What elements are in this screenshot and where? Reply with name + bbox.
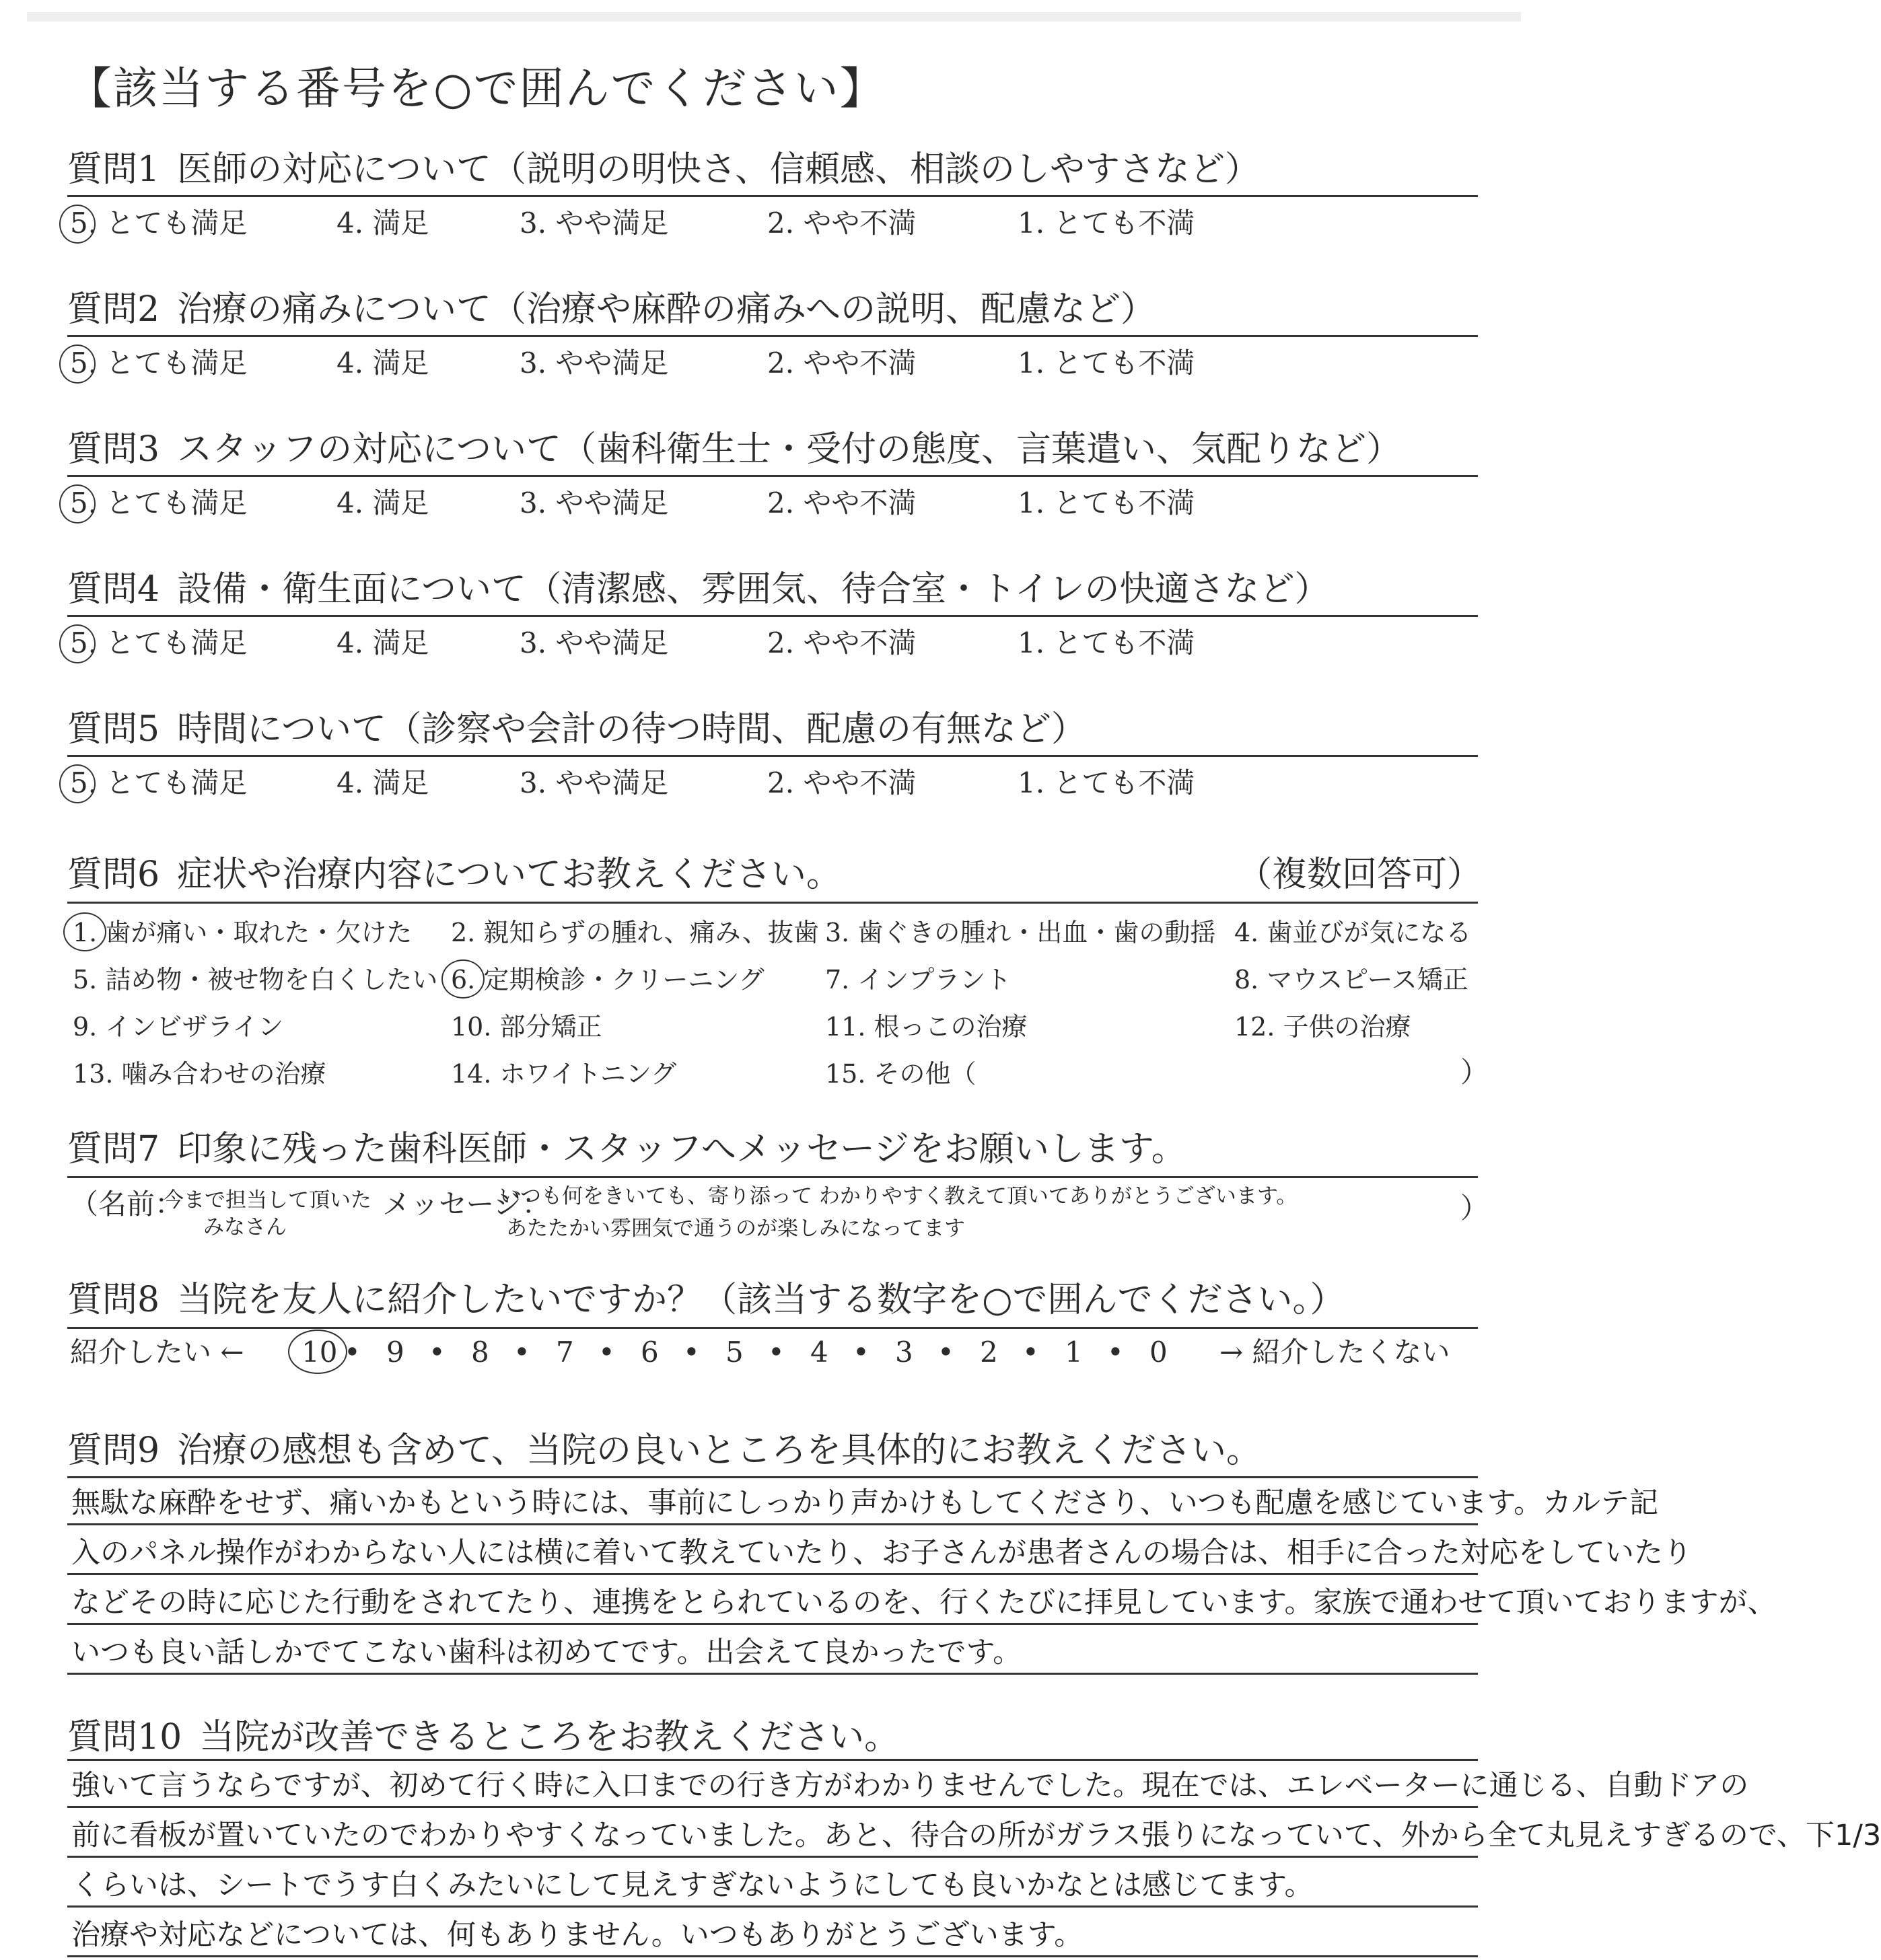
q1-option: 2. やや不満 xyxy=(767,207,917,240)
q3-option: 2. やや不満 xyxy=(767,486,917,519)
q9-answer-line: 無駄な麻酔をせず、痛いかもという時には、事前にしっかり声かけもしてくださり、いつも配慮を感じています。カルテ記 xyxy=(71,1486,1659,1520)
q8-text: 当院を友人に紹介したいですか？（該当する数字を○で囲んでください。） xyxy=(177,1280,1345,1320)
q4-number: 質問4 xyxy=(67,569,160,610)
q8-scale-value: 2 xyxy=(980,1336,998,1369)
q8-scale-separator-dot: • xyxy=(1107,1336,1124,1369)
q2-text: 治療の痛みについて（治療や麻酔の痛みへの説明、配慮など） xyxy=(177,289,1156,330)
q7-close-paren: ） xyxy=(1460,1192,1489,1225)
q10-answer-line: 強いて言うならですが、初めて行く時に入口までの行き方がわかりませんでした。現在では、エレベーターに通じる、自動ドアの xyxy=(71,1769,1749,1803)
q6-close-paren: ） xyxy=(1460,1056,1489,1089)
q10-answer-line: くらいは、シートでうす白くみたいにして見えすぎないようにしても良いかなとは感じてます。 xyxy=(71,1868,1314,1902)
q3-text: スタッフの対応について（歯科衛生士・受付の態度、言葉遣い、気配りなど） xyxy=(177,429,1402,470)
q8-scale-value: 4 xyxy=(810,1336,828,1369)
q5-option: 3. やや満足 xyxy=(520,766,669,799)
q6-option: 6. 定期検診・クリーニング xyxy=(451,965,765,994)
q5-option: 4. 満足 xyxy=(336,766,429,799)
q4-option: 2. やや不満 xyxy=(767,626,917,659)
q4-selection-circle xyxy=(59,624,96,663)
q1-number: 質問1 xyxy=(67,149,160,190)
q9-answer-rule xyxy=(67,1623,1478,1625)
q8-scale-value: 0 xyxy=(1149,1336,1168,1369)
q7-number: 質問7 xyxy=(67,1129,160,1169)
q7-text: 印象に残った歯科医師・スタッフへメッセージをお願いします。 xyxy=(177,1129,1186,1169)
q5-heading xyxy=(67,708,1086,751)
q2-option: 1. とても不満 xyxy=(1018,347,1195,379)
q8-left-label: 紹介したい ← xyxy=(70,1336,244,1369)
q6-option: 7. インプラント xyxy=(825,965,1012,994)
q1-option: 3. やや満足 xyxy=(520,207,669,240)
q5-option: 2. やや不満 xyxy=(767,766,917,799)
q9-number: 質問9 xyxy=(67,1430,160,1471)
q7-heading xyxy=(67,1128,1186,1171)
q8-scale-value: 5 xyxy=(725,1336,744,1369)
q9-text: 治療の感想も含めて、当院の良いところを具体的にお教えください。 xyxy=(177,1430,1262,1471)
q3-rule xyxy=(67,475,1478,477)
q4-option: 1. とても不満 xyxy=(1018,626,1195,659)
q8-scale-value: 6 xyxy=(641,1336,659,1369)
q10-answer-rule xyxy=(67,1806,1478,1808)
q6-option: 2. 親知らずの腫れ、痛み、抜歯 xyxy=(451,918,819,947)
q7-message-label: メッセージ： xyxy=(382,1188,551,1221)
q6-option: 11. 根っこの治療 xyxy=(825,1012,1028,1042)
q9-heading xyxy=(67,1429,1261,1472)
q3-selection-circle xyxy=(59,484,96,523)
form-title: 【該当する番号を○で囲んでください】 xyxy=(67,63,886,114)
q2-rule xyxy=(67,335,1478,337)
q2-option: 4. 満足 xyxy=(336,347,429,379)
q8-scale-value: 3 xyxy=(895,1336,913,1369)
q2-number: 質問2 xyxy=(67,289,160,330)
q6-option: 5. 詰め物・被せ物を白くしたい xyxy=(73,965,438,994)
q9-answer-line: いつも良い話しかでてこない歯科は初めてです。出会えて良かったです。 xyxy=(71,1636,1022,1669)
q2-option: 3. やや満足 xyxy=(520,347,669,379)
q3-number: 質問3 xyxy=(67,429,160,470)
q7-rule xyxy=(67,1176,1478,1178)
q6-rule xyxy=(67,902,1478,904)
q6-option: 8. マウスピース矯正 xyxy=(1234,965,1468,994)
q7-message-line1: いつも何をきいても、寄り添って わかりやすく教えて頂いてありがとうございます。 xyxy=(499,1184,1298,1208)
q4-rule xyxy=(67,615,1478,617)
q8-scale-value: 9 xyxy=(386,1336,404,1369)
q9-answer-line: 入のパネル操作がわからない人には横に着いて教えていたり、お子さんが患者さんの場合は、相手に合った対応をしていたり xyxy=(71,1536,1692,1570)
q1-option: 4. 満足 xyxy=(336,207,429,240)
q1-text: 医師の対応について（説明の明快さ、信頼感、相談のしやすさなど） xyxy=(177,149,1260,190)
q8-scale-separator-dot: • xyxy=(768,1336,785,1369)
q8-scale-separator-dot: • xyxy=(513,1336,530,1369)
q1-heading xyxy=(67,148,1260,191)
q10-answer-rule xyxy=(67,1955,1478,1957)
q5-option: 1. とても不満 xyxy=(1018,766,1195,799)
q6-number: 質問6 xyxy=(67,855,160,895)
q10-answer-line: 治療や対応などについては、何もありません。いつもありがとうございます。 xyxy=(71,1918,1084,1952)
q8-right-label: → 紹介したくない xyxy=(1219,1336,1450,1369)
q7-name-value: 今まで担当して頂いた xyxy=(163,1188,371,1212)
q8-scale-separator-dot: • xyxy=(853,1336,869,1369)
scan-top-edge xyxy=(27,12,1521,22)
q1-option: 1. とても不満 xyxy=(1018,207,1195,240)
q4-text: 設備・衛生面について（清潔感、雰囲気、待合室・トイレの快適さなど） xyxy=(177,569,1330,610)
q5-text: 時間について（診察や会計の待つ時間、配慮の有無など） xyxy=(177,709,1087,750)
q8-number: 質問8 xyxy=(67,1280,160,1320)
q10-answer-line: 前に看板が置いていたのでわかりやすくなっていました。あと、待合の所がガラス張りになっていて、外から全て丸見えすぎるので、下1/3 xyxy=(71,1819,1881,1852)
q8-selection-circle xyxy=(288,1330,347,1374)
q6-selection-circle xyxy=(63,912,106,951)
q2-option: 2. やや不満 xyxy=(767,347,917,379)
q3-option: 5. とても満足 xyxy=(70,486,248,519)
q6-option: 14. ホワイトニング xyxy=(451,1059,677,1089)
q10-rule xyxy=(67,1759,1478,1761)
q6-note: （複数回答可） xyxy=(1237,855,1483,895)
q8-rule xyxy=(67,1327,1478,1329)
q7-message-line2: あたたかい雰囲気で通うのが楽しみになってます xyxy=(506,1217,965,1241)
q8-scale-value: 8 xyxy=(471,1336,489,1369)
q5-option: 5. とても満足 xyxy=(70,766,248,799)
q6-option: 4. 歯並びが気になる xyxy=(1234,918,1472,947)
q9-rule xyxy=(67,1476,1478,1478)
q8-scale-separator-dot: • xyxy=(344,1336,361,1369)
q1-option: 5. とても満足 xyxy=(70,207,248,240)
q8-scale-separator-dot: • xyxy=(429,1336,446,1369)
q2-option: 5. とても満足 xyxy=(70,347,248,379)
q5-rule xyxy=(67,755,1478,757)
q6-option: 9. インビザライン xyxy=(73,1012,284,1042)
q3-heading xyxy=(67,428,1401,471)
q1-selection-circle xyxy=(59,205,96,244)
q6-text: 症状や治療内容についてお教えください。 xyxy=(177,855,842,895)
q9-answer-rule xyxy=(67,1573,1478,1575)
q7-name-label: （名前： xyxy=(70,1188,184,1221)
q10-answer-rule xyxy=(67,1905,1478,1908)
q1-rule xyxy=(67,195,1478,197)
q4-option: 3. やや満足 xyxy=(520,626,669,659)
q4-heading xyxy=(67,568,1329,611)
q8-scale-separator-dot: • xyxy=(1022,1336,1039,1369)
q6-option: 12. 子供の治療 xyxy=(1234,1012,1411,1042)
q6-option: 10. 部分矯正 xyxy=(451,1012,602,1042)
q8-scale-value: 1 xyxy=(1065,1336,1083,1369)
q6-option: 13. 噛み合わせの治療 xyxy=(73,1059,326,1089)
q3-option: 4. 満足 xyxy=(336,486,429,519)
q8-heading xyxy=(67,1278,1345,1321)
q6-heading xyxy=(67,853,841,896)
q9-answer-rule xyxy=(67,1673,1478,1675)
q3-option: 1. とても不満 xyxy=(1018,486,1195,519)
q8-scale-value: 10 xyxy=(301,1336,338,1369)
q8-scale-value: 7 xyxy=(556,1336,574,1369)
q10-answer-rule xyxy=(67,1856,1478,1858)
q4-option: 4. 満足 xyxy=(336,626,429,659)
q2-selection-circle xyxy=(59,344,96,384)
q3-option: 3. やや満足 xyxy=(520,486,669,519)
q5-selection-circle xyxy=(59,764,96,803)
q10-number: 質問10 xyxy=(67,1717,182,1757)
q10-text: 当院が改善できるところをお教えください。 xyxy=(199,1717,900,1757)
q7-name-value-line2: みなさん xyxy=(203,1215,287,1239)
q6-option: 15. その他（ xyxy=(825,1059,977,1089)
q9-answer-rule xyxy=(67,1523,1478,1525)
q6-selection-circle xyxy=(441,959,485,999)
q8-scale-separator-dot: • xyxy=(598,1336,615,1369)
q6-option: 1. 歯が痛い・取れた・欠けた xyxy=(73,918,413,947)
q10-heading xyxy=(67,1716,899,1759)
q9-answer-line: などその時に応じた行動をされてたり、連携をとられているのを、行くたびに拝見しています。家族で通わせて頂いておりますが、 xyxy=(71,1586,1777,1620)
q2-heading xyxy=(67,288,1156,331)
q4-option: 5. とても満足 xyxy=(70,626,248,659)
q8-scale-separator-dot: • xyxy=(937,1336,954,1369)
q5-number: 質問5 xyxy=(67,709,160,750)
q6-option: 3. 歯ぐきの腫れ・出血・歯の動揺 xyxy=(825,918,1216,947)
q8-scale-separator-dot: • xyxy=(683,1336,700,1369)
